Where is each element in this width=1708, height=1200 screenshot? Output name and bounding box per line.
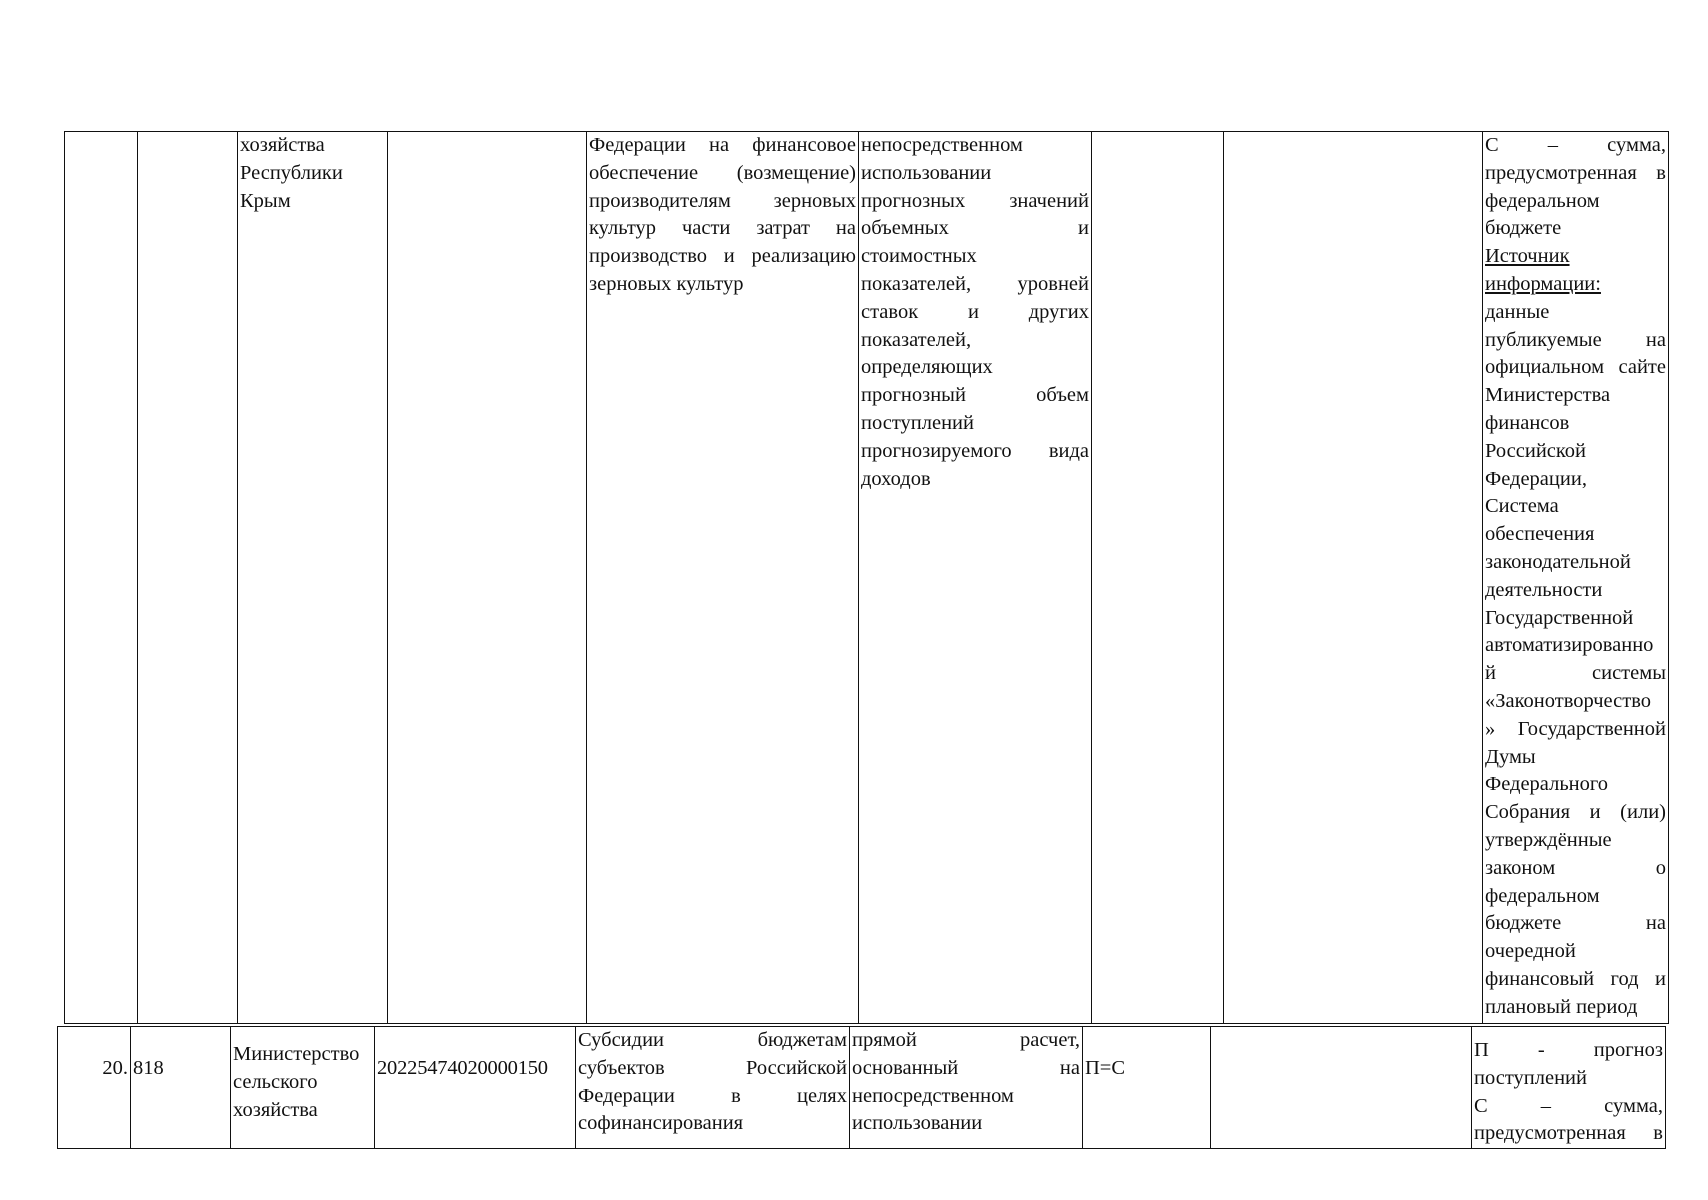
method-line: поступлений: [861, 411, 974, 434]
notes-line: плановый период: [1485, 995, 1638, 1018]
table-row: [58, 1027, 1666, 1149]
method-line: использовании: [861, 161, 992, 184]
notes-line: бюджете на: [1485, 912, 1666, 935]
notes-line: законом о: [1485, 856, 1666, 879]
notes-line: предусмотренная в: [1474, 1122, 1663, 1145]
cell-notes: [1483, 132, 1669, 1024]
income-name-line: софинансирования: [578, 1112, 744, 1135]
notes-line: Думы: [1485, 745, 1536, 768]
table-row: [65, 132, 1669, 1024]
cell-formula: П=С: [1083, 1027, 1211, 1149]
notes-line: деятельности: [1485, 578, 1603, 601]
notes-line: Федерации,: [1485, 467, 1587, 490]
cell-number: [65, 132, 138, 1024]
cell-income-name: [587, 132, 859, 1024]
notes-line: » Государственной: [1485, 717, 1666, 740]
notes-line: бюджете: [1485, 217, 1562, 240]
notes-line: Собрания и (или): [1485, 801, 1666, 824]
notes-line: федеральном: [1485, 189, 1600, 212]
income-name-line: Федерации в целях: [578, 1084, 847, 1107]
notes-line: предусмотренная в: [1485, 161, 1666, 184]
cell-admin-code: 818: [131, 1027, 231, 1149]
notes-line: публикуемые на: [1485, 328, 1666, 351]
method-line: использовании: [852, 1112, 983, 1135]
notes-line: Российской: [1485, 439, 1587, 462]
notes-line: обеспечения: [1485, 523, 1595, 546]
notes-line: федеральном: [1485, 884, 1600, 907]
method-line: прогнозный объем: [861, 384, 1089, 407]
authority-line: Крым: [240, 189, 291, 212]
authority-line: Министерство: [233, 1043, 360, 1065]
income-name-line: Федерации на финансовое: [589, 134, 856, 156]
notes-line: Федерального: [1485, 773, 1609, 796]
continuation-table: [64, 131, 1669, 1024]
notes-line: С – сумма,: [1474, 1094, 1663, 1117]
method-line: непосредственном: [852, 1084, 1014, 1107]
income-name-line: производство и реализацию: [589, 245, 856, 268]
notes-line: автоматизированно: [1485, 634, 1654, 657]
cell-income-name: [576, 1027, 850, 1149]
cell-kbk: 20225474020000150: [375, 1027, 576, 1149]
income-name-line: производителям зерновых: [589, 189, 856, 212]
method-line: стоимостных: [861, 245, 977, 268]
cell-formula: [1092, 132, 1224, 1024]
cell-method: [850, 1027, 1083, 1149]
method-line: прямой расчет,: [852, 1029, 1080, 1051]
notes-source-heading: информации:: [1485, 272, 1601, 295]
income-name-line: Субсидии бюджетам: [578, 1029, 847, 1051]
method-line: показателей, уровней: [861, 272, 1089, 295]
cell-authority: [238, 132, 388, 1024]
method-line: показателей,: [861, 328, 972, 351]
notes-line: С – сумма,: [1485, 134, 1666, 156]
cell-algorithm: [1224, 132, 1483, 1024]
authority-line: хозяйства: [233, 1098, 318, 1121]
cell-admin-code: [138, 132, 238, 1024]
notes-line: очередной: [1485, 940, 1576, 963]
cell-number: 20.: [58, 1027, 131, 1149]
notes-line: финансовый год и: [1485, 967, 1666, 990]
income-name-line: зерновых культур: [589, 272, 744, 295]
cell-method: [859, 132, 1092, 1024]
notes-line: Система: [1485, 495, 1559, 518]
income-name-line: обеспечение (возмещение): [589, 161, 856, 184]
cell-kbk: [388, 132, 587, 1024]
notes-line: П - прогноз: [1474, 1039, 1663, 1061]
notes-line: законодательной: [1485, 550, 1631, 573]
method-line: ставок и других: [861, 300, 1089, 323]
authority-line: Республики: [240, 161, 343, 184]
method-line: основанный на: [852, 1056, 1080, 1079]
cell-notes: [1472, 1027, 1666, 1149]
row-20-table: [57, 1026, 1666, 1149]
authority-line: сельского: [233, 1070, 318, 1093]
cell-algorithm: [1211, 1027, 1472, 1149]
notes-line: Государственной: [1485, 606, 1634, 629]
notes-line: официальном сайте: [1485, 356, 1666, 379]
notes-line: «Законотворчество: [1485, 689, 1651, 712]
method-line: непосредственном: [861, 134, 1023, 156]
cell-authority: [231, 1027, 375, 1149]
income-name-line: культур части затрат на: [589, 217, 856, 240]
notes-line: утверждённые: [1485, 828, 1612, 851]
notes-line: Министерства: [1485, 384, 1611, 407]
notes-line: й системы: [1485, 662, 1666, 685]
income-name-line: субъектов Российской: [578, 1056, 847, 1079]
method-line: доходов: [861, 467, 931, 490]
notes-line: данные: [1485, 300, 1550, 323]
notes-line: финансов: [1485, 411, 1570, 434]
method-line: прогнозируемого вида: [861, 439, 1089, 462]
method-line: прогнозных значений: [861, 189, 1089, 212]
notes-line: поступлений: [1474, 1066, 1587, 1089]
authority-line: хозяйства: [240, 134, 325, 156]
notes-source-heading: Источник: [1485, 245, 1570, 268]
method-line: определяющих: [861, 356, 993, 379]
method-line: объемных и: [861, 217, 1089, 240]
